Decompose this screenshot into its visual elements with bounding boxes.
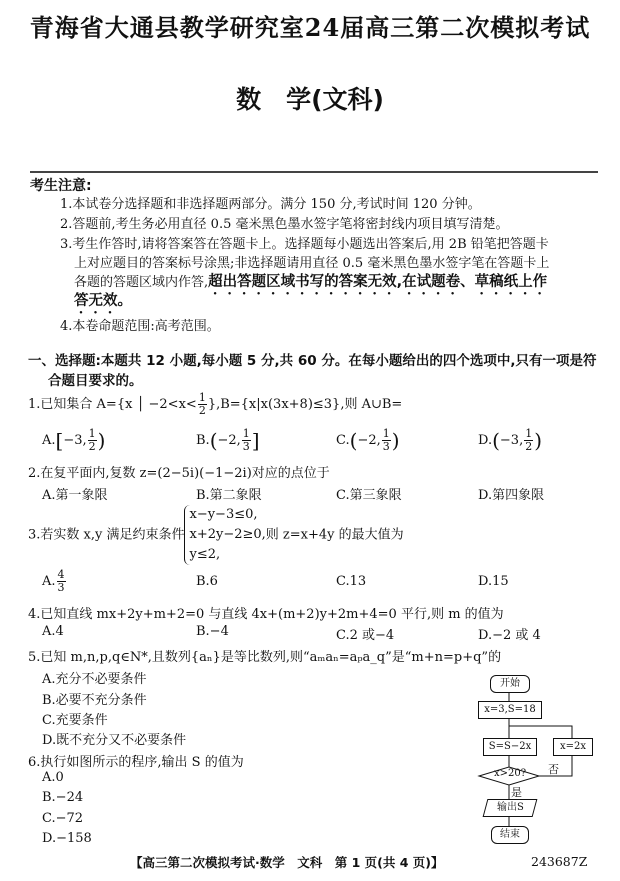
option-d: D.第四象限 xyxy=(478,488,545,503)
denominator: 3 xyxy=(242,440,250,453)
numerator: 1 xyxy=(198,391,206,404)
numerator: 4 xyxy=(57,568,65,581)
bracket: [ xyxy=(55,428,64,453)
fraction xyxy=(242,428,251,453)
option-b: B.第二象限 xyxy=(196,488,262,503)
denominator: 3 xyxy=(57,581,65,594)
flowchart-update: x=2x xyxy=(553,738,593,756)
fraction xyxy=(198,392,207,417)
numerator: 1 xyxy=(382,427,390,440)
option-c: C.第三象限 xyxy=(336,488,402,503)
value: −3, xyxy=(63,433,87,448)
q3-stem-end: 则 z=x+4y 的最大值为 xyxy=(265,527,404,543)
question-4: 4.已知直线 mx+2y+m+2=0 与直线 4x+(m+2)y+2m+4=0 平行,则 m 的值为 xyxy=(28,607,504,622)
section-heading-cont: 合题目要求的。 xyxy=(48,373,143,389)
flowchart-no: 否 xyxy=(548,763,559,776)
question-5: 5.已知 m,n,p,q∈N*,且数列{aₙ}是等比数列,则“aₘaₙ=aₚa_q”是“m+n=p+q”的 xyxy=(28,650,502,665)
flowchart-yes: 是 xyxy=(511,786,522,799)
flowchart-connectors xyxy=(440,670,620,850)
fraction xyxy=(524,428,533,453)
option-c: C.2 或−4 xyxy=(336,628,395,643)
fraction xyxy=(57,569,66,594)
option-label: A. xyxy=(42,574,56,589)
value: −2, xyxy=(217,433,241,448)
option-b: B.必要不充分条件 xyxy=(42,693,147,708)
option-c xyxy=(336,428,400,453)
option-a: A.充分不必要条件 xyxy=(42,672,147,687)
denominator: 3 xyxy=(382,440,390,453)
notice-emphasis: 答无效。 xyxy=(74,293,132,309)
flowchart-end: 结束 xyxy=(491,826,529,844)
numerator: 1 xyxy=(525,427,533,440)
value: −2, xyxy=(357,433,381,448)
notice-item xyxy=(74,270,547,298)
exam-title: 青海省大通县教学研究室24届高三第二次模拟考试 xyxy=(29,13,591,42)
option-a: A.4 xyxy=(42,624,64,639)
option-label: D. xyxy=(478,433,493,448)
flowchart-output xyxy=(483,799,538,817)
bracket: ) xyxy=(97,428,106,453)
q1-stem: 1.已知集合 A= xyxy=(28,397,117,412)
constraint: y≤2, xyxy=(189,547,221,562)
question-6: 6.执行如图所示的程序,输出 S 的值为 xyxy=(28,755,244,770)
section-heading: 一、选择题:本题共 12 小题,每小题 5 分,共 60 分。在每小题给出的四个选项中,只有一项是符 xyxy=(28,353,597,369)
flowchart-step: S=S−2x xyxy=(483,738,537,756)
option-label: B. xyxy=(196,433,210,448)
option-b: B.−24 xyxy=(42,790,84,805)
notice-item: 3.考生作答时,请将答案答在答题卡上。选择题每小题选出答案后,用 2B 铅笔把答题卡 xyxy=(60,237,549,252)
numerator: 1 xyxy=(88,427,96,440)
option-b: B.−4 xyxy=(196,624,229,639)
divider xyxy=(30,171,598,173)
constraint: x+2y−2≥0, xyxy=(189,527,266,542)
bracket: ) xyxy=(391,428,400,453)
flowchart-condition: x>20? xyxy=(494,768,527,779)
q1-set-a: {x │ −2<x< xyxy=(116,397,197,412)
numerator: 1 xyxy=(242,427,250,440)
notice-item: 4.本卷命题范围:高考范围。 xyxy=(60,319,220,334)
exam-subtitle: 数 学(文科) xyxy=(236,85,384,114)
q1-stem-end: },B={x|x(3x+8)≤3},则 A∪B= xyxy=(207,397,403,412)
option-a: A.第一象限 xyxy=(42,488,108,503)
question-3 xyxy=(28,505,404,565)
value: −3, xyxy=(499,433,524,448)
paper-code: 243687Z xyxy=(531,854,588,869)
option-c: C.充要条件 xyxy=(42,713,108,728)
flowchart-init: x=3,S=18 xyxy=(478,701,542,719)
option-d: D.−2 或 4 xyxy=(478,628,541,643)
question-1 xyxy=(28,392,402,417)
notice-item: 2.答题前,考生务必用直径 0.5 毫米黑色墨水签字笔将密封线内项目填写清楚。 xyxy=(60,217,509,232)
bracket: ( xyxy=(349,428,358,453)
notice-heading: 考生注意: xyxy=(30,178,92,194)
denominator: 2 xyxy=(88,440,96,453)
notice-emphasis: 超出答题区域书写的答案无效,在试题卷、草稿纸上作 xyxy=(208,274,548,290)
option-d: D.−158 xyxy=(42,831,92,846)
notice-text: 各题的答题区域内作答, xyxy=(74,275,209,290)
option-b xyxy=(196,428,260,453)
denominator: 2 xyxy=(198,404,206,417)
notice-item: 上对应题目的答案标号涂黑;非选择题请用直径 0.5 毫米黑色墨水签字笔在答题卡上 xyxy=(74,256,550,271)
option-d: D.既不充分又不必要条件 xyxy=(42,733,187,748)
option-a xyxy=(42,428,105,453)
option-c: C.13 xyxy=(336,574,367,589)
denominator: 2 xyxy=(525,440,533,453)
bracket: ) xyxy=(534,428,543,453)
option-a: A.0 xyxy=(42,770,64,785)
notice-item: 1.本试卷分选择题和非选择题两部分。满分 150 分,考试时间 120 分钟。 xyxy=(60,197,481,212)
fraction xyxy=(382,428,391,453)
flowchart-output-label: 输出S xyxy=(496,802,524,813)
q3-stem: 3.若实数 x,y 满足约束条件 xyxy=(28,527,185,543)
constraint-system xyxy=(184,505,265,565)
bracket: ( xyxy=(209,428,218,453)
fraction xyxy=(88,428,97,453)
question-2: 2.在复平面内,复数 z=(2−5i)(−1−2i)对应的点位于 xyxy=(28,466,330,481)
option-d xyxy=(478,428,542,453)
option-a xyxy=(42,569,67,594)
bracket: ] xyxy=(251,428,260,453)
page-footer: 【高三第二次模拟考试·数学 文科 第 1 页(共 4 页)】 xyxy=(130,855,444,870)
option-d: D.15 xyxy=(478,574,509,589)
bracket: ( xyxy=(492,428,500,453)
option-c: C.−72 xyxy=(42,811,84,826)
option-b: B.6 xyxy=(196,574,218,589)
option-label: C. xyxy=(336,433,350,448)
option-label: A. xyxy=(42,433,56,448)
constraint: x−y−3≤0, xyxy=(189,507,258,522)
flowchart-start: 开始 xyxy=(490,675,530,693)
